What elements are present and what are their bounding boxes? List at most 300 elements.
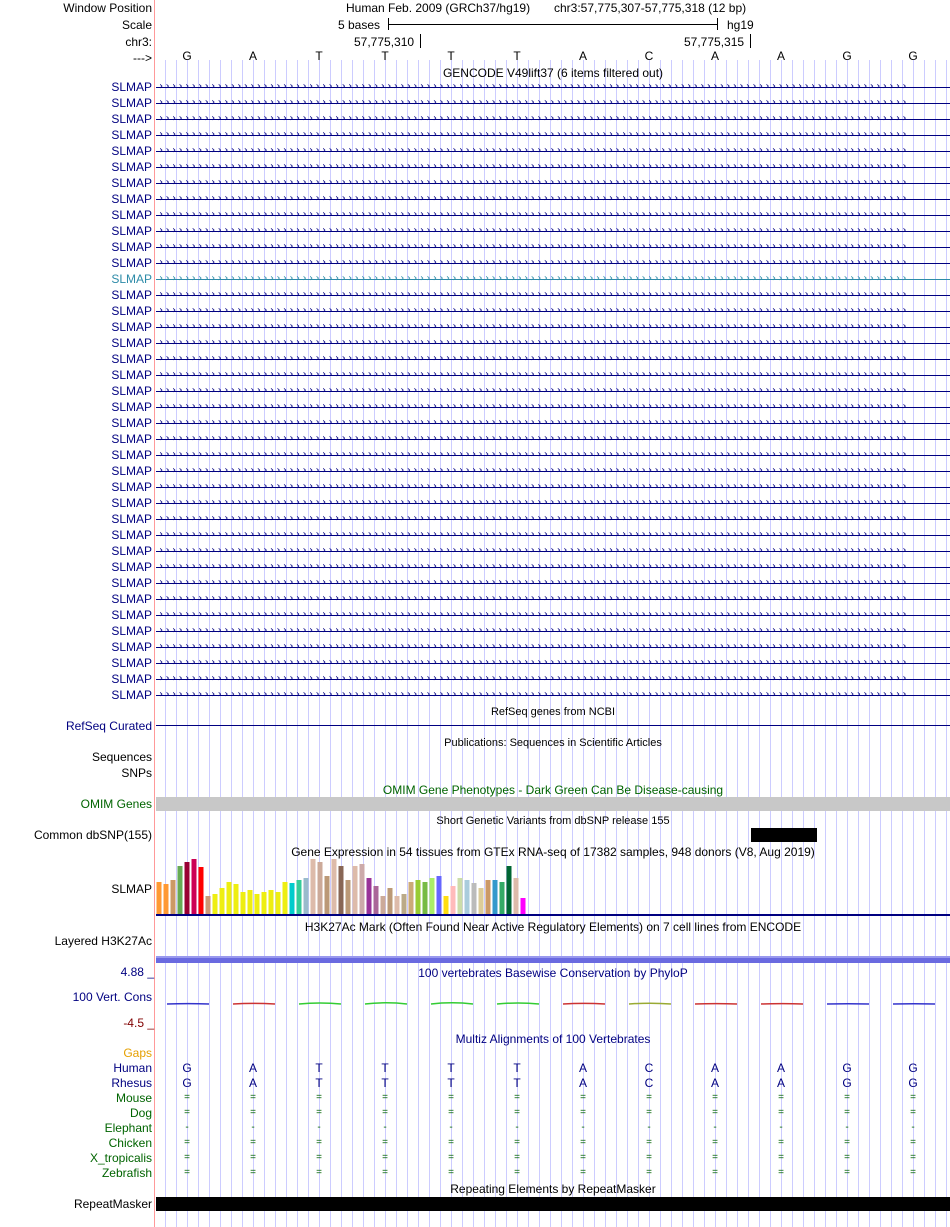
gencode-transcript[interactable] bbox=[156, 368, 950, 384]
multiz-base: = bbox=[514, 1092, 520, 1103]
gtex-tissue-bar[interactable] bbox=[311, 859, 316, 914]
gencode-gene-label[interactable]: SLMAP bbox=[111, 96, 152, 110]
position-tick-2: 57,775,315 bbox=[684, 35, 745, 49]
gencode-transcript[interactable] bbox=[156, 144, 950, 160]
strand-chevrons: ››››››››››››››››››››››››››››››››››››››››››››››››››››››››››››››››››››››››››››››››››››››››››››››››››››››››››››››››››› bbox=[158, 209, 908, 220]
multiz-base: G bbox=[908, 1061, 918, 1075]
gencode-gene-label[interactable]: SLMAP bbox=[111, 288, 152, 302]
multiz-base: - bbox=[779, 1122, 783, 1133]
gencode-transcript[interactable] bbox=[156, 656, 950, 672]
gencode-transcript[interactable] bbox=[156, 272, 950, 288]
gtex-tissue-bar[interactable] bbox=[437, 876, 442, 914]
gtex-tissue-bar[interactable] bbox=[248, 890, 253, 914]
gtex-track-title[interactable]: Gene Expression in 54 tissues from GTEx RNA-seq of 17382 samples, 948 donors (V8, Aug 2019) bbox=[291, 845, 815, 859]
gencode-transcript[interactable] bbox=[156, 640, 950, 656]
strand-chevrons: ››››››››››››››››››››››››››››››››››››››››››››››››››››››››››››››››››››››››››››››››››››››››››››››››››››››››››››››››››› bbox=[158, 417, 908, 428]
strand-chevrons: ››››››››››››››››››››››››››››››››››››››››››››››››››››››››››››››››››››››››››››››››››››››››››››››››››››››››››››››››››› bbox=[158, 449, 908, 460]
dbsnp-label[interactable]: Common dbSNP(155) bbox=[33, 828, 152, 842]
strand-chevrons: ››››››››››››››››››››››››››››››››››››››››››››››››››››››››››››››››››››››››››››››››››››››››››››››››››››››››››››››››››› bbox=[158, 481, 908, 492]
gencode-gene-label[interactable]: SLMAP bbox=[111, 608, 152, 622]
multiz-base: A bbox=[776, 1076, 785, 1090]
scale-label: Scale bbox=[121, 18, 152, 32]
gtex-tissue-bar[interactable] bbox=[325, 876, 330, 914]
strand-chevrons: ››››››››››››››››››››››››››››››››››››››››››››››››››››››››››››››››››››››››››››››››››››››››››››››››››››››››››››››››››› bbox=[158, 673, 908, 684]
gencode-gene-label[interactable]: SLMAP bbox=[111, 560, 152, 574]
gtex-tissue-bar[interactable] bbox=[514, 878, 519, 914]
base-letter: A bbox=[578, 49, 587, 63]
strand-chevrons: ››››››››››››››››››››››››››››››››››››››››››››››››››››››››››››››››››››››››››››››››››››››››››››››››››››››››››››››››››› bbox=[158, 497, 908, 508]
multiz-species-label[interactable]: Zebrafish bbox=[101, 1166, 152, 1180]
gencode-transcript[interactable] bbox=[156, 608, 950, 624]
multiz-base: A bbox=[248, 1061, 257, 1075]
gencode-gene-label[interactable]: SLMAP bbox=[111, 448, 152, 462]
scale-bar bbox=[388, 18, 718, 30]
multiz-species-label[interactable]: Chicken bbox=[108, 1136, 152, 1150]
gtex-tissue-bar[interactable] bbox=[451, 886, 456, 914]
multiz-base: = bbox=[316, 1167, 322, 1178]
gencode-transcript[interactable] bbox=[156, 624, 950, 640]
gencode-gene-label[interactable]: SLMAP bbox=[111, 112, 152, 126]
multiz-base: = bbox=[184, 1137, 190, 1148]
gencode-transcript[interactable] bbox=[156, 320, 950, 336]
multiz-base: = bbox=[844, 1092, 850, 1103]
strand-chevrons: ››››››››››››››››››››››››››››››››››››››››››››››››››››››››››››››››››››››››››››››››››››››››››››››››››››››››››››››››››› bbox=[158, 641, 908, 652]
gencode-transcript[interactable] bbox=[156, 288, 950, 304]
gtex-tissue-bar[interactable] bbox=[227, 882, 232, 914]
gtex-tissue-bar[interactable] bbox=[262, 892, 267, 914]
multiz-base: = bbox=[250, 1167, 256, 1178]
gtex-tissue-bar[interactable] bbox=[402, 894, 407, 914]
gencode-transcript[interactable] bbox=[156, 544, 950, 560]
cons-score-mark bbox=[299, 1003, 341, 1004]
cons-score-mark bbox=[233, 1003, 275, 1004]
strand-chevrons: ››››››››››››››››››››››››››››››››››››››››››››››››››››››››››››››››››››››››››››››››››››››››››››››››››››››››››››››››››› bbox=[158, 529, 908, 540]
gtex-tissue-bar[interactable] bbox=[423, 882, 428, 914]
multiz-species-label[interactable]: Human bbox=[113, 1061, 152, 1075]
multiz-base: = bbox=[910, 1167, 916, 1178]
multiz-base: = bbox=[250, 1152, 256, 1163]
multiz-base: = bbox=[910, 1092, 916, 1103]
gencode-gene-label[interactable]: SLMAP bbox=[111, 336, 152, 350]
multiz-base: = bbox=[910, 1107, 916, 1118]
strand-chevrons: ››››››››››››››››››››››››››››››››››››››››››››››››››››››››››››››››››››››››››››››››››››››››››››››››››››››››››››››››››› bbox=[158, 433, 908, 444]
assembly-title: Human Feb. 2009 (GRCh37/hg19) bbox=[346, 1, 531, 15]
gencode-transcript[interactable] bbox=[156, 480, 950, 496]
strand-chevrons: ››››››››››››››››››››››››››››››››››››››››››››››››››››››››››››››››››››››››››››››››››››››››››››››››››››››››››››››››››› bbox=[158, 353, 908, 364]
base-letter: T bbox=[315, 49, 323, 63]
multiz-base: = bbox=[844, 1137, 850, 1148]
gtex-tissue-bar[interactable] bbox=[171, 880, 176, 914]
strand-chevrons: ››››››››››››››››››››››››››››››››››››››››››››››››››››››››››››››››››››››››››››››››››››››››››››››››››››››››››››››››››› bbox=[158, 289, 908, 300]
multiz-base: = bbox=[514, 1152, 520, 1163]
gtex-tissue-bar[interactable] bbox=[283, 882, 288, 914]
pubs-track-title[interactable]: Publications: Sequences in Scientific Articles bbox=[444, 737, 662, 749]
rmsk-label[interactable]: RepeatMasker bbox=[73, 1197, 152, 1211]
multiz-base: C bbox=[644, 1076, 654, 1090]
gtex-tissue-bar[interactable] bbox=[367, 878, 372, 914]
cons-score-mark bbox=[629, 1003, 671, 1004]
multiz-base: = bbox=[382, 1092, 388, 1103]
gencode-transcript[interactable] bbox=[156, 256, 950, 272]
multiz-base: = bbox=[448, 1152, 454, 1163]
gtex-tissue-bar[interactable] bbox=[199, 867, 204, 914]
cons-label[interactable]: 100 Vert. Cons bbox=[72, 990, 152, 1004]
multiz-base: = bbox=[382, 1152, 388, 1163]
strand-chevrons: ››››››››››››››››››››››››››››››››››››››››››››››››››››››››››››››››››››››››››››››››››››››››››››››››››››››››››››››››››› bbox=[158, 113, 908, 124]
multiz-base: - bbox=[713, 1122, 717, 1133]
gencode-transcript[interactable] bbox=[156, 416, 950, 432]
multiz-base: = bbox=[778, 1167, 784, 1178]
strand-chevrons: ››››››››››››››››››››››››››››››››››››››››››››››››››››››››››››››››››››››››››››››››››››››››››››››››››››››››››››››››››› bbox=[158, 625, 908, 636]
cons-score-mark bbox=[365, 1003, 407, 1004]
multiz-base: A bbox=[248, 1076, 257, 1090]
multiz-base: = bbox=[778, 1092, 784, 1103]
gencode-transcript[interactable] bbox=[156, 576, 950, 592]
chrom-label: chr3: bbox=[125, 35, 152, 49]
gtex-tissue-bar[interactable] bbox=[346, 880, 351, 914]
gtex-tissue-bar[interactable] bbox=[269, 890, 274, 914]
multiz-base: = bbox=[514, 1167, 520, 1178]
multiz-base: = bbox=[448, 1137, 454, 1148]
pubs-label-sequences[interactable]: Sequences bbox=[91, 750, 152, 764]
multiz-base: T bbox=[315, 1076, 323, 1090]
multiz-base: - bbox=[911, 1122, 915, 1133]
multiz-base: = bbox=[778, 1137, 784, 1148]
multiz-base: = bbox=[184, 1167, 190, 1178]
multiz-base: T bbox=[381, 1061, 389, 1075]
gencode-transcript[interactable] bbox=[156, 384, 950, 400]
gencode-gene-label[interactable]: SLMAP bbox=[111, 80, 152, 94]
multiz-base: - bbox=[317, 1122, 321, 1133]
gtex-tissue-bar[interactable] bbox=[500, 882, 505, 914]
gencode-transcript[interactable] bbox=[156, 112, 950, 128]
gencode-gene-label[interactable]: SLMAP bbox=[111, 176, 152, 190]
gtex-tissue-bar[interactable] bbox=[318, 862, 323, 914]
gtex-tissue-bar[interactable] bbox=[507, 866, 512, 914]
gtex-tissue-bar[interactable] bbox=[458, 878, 463, 914]
multiz-base: = bbox=[844, 1167, 850, 1178]
gtex-tissue-bar[interactable] bbox=[444, 896, 449, 914]
tick-mark-2 bbox=[750, 34, 751, 48]
h3k27ac-track-title[interactable]: H3K27Ac Mark (Often Found Near Active Regulatory Elements) on 7 cell lines from ENCODE bbox=[304, 920, 802, 934]
h3k27ac-signal-light bbox=[156, 956, 950, 958]
dbsnp-track-title[interactable]: Short Genetic Variants from dbSNP release 155 bbox=[436, 815, 670, 827]
gtex-tissue-bar[interactable] bbox=[381, 896, 386, 914]
gencode-transcript[interactable] bbox=[156, 176, 950, 192]
gencode-transcript[interactable] bbox=[156, 96, 950, 112]
multiz-base: G bbox=[842, 1061, 852, 1075]
gencode-gene-label[interactable]: SLMAP bbox=[111, 512, 152, 526]
multiz-base: = bbox=[646, 1167, 652, 1178]
multiz-base: = bbox=[448, 1107, 454, 1118]
gtex-tissue-bar[interactable] bbox=[416, 880, 421, 914]
base-letter: A bbox=[248, 49, 257, 63]
multiz-base: = bbox=[316, 1137, 322, 1148]
base-letter: T bbox=[447, 49, 455, 63]
cons-wiggle[interactable] bbox=[156, 990, 950, 1020]
gencode-transcript[interactable] bbox=[156, 128, 950, 144]
multiz-base: = bbox=[184, 1152, 190, 1163]
multiz-base: = bbox=[250, 1107, 256, 1118]
gtex-tissue-bar[interactable] bbox=[465, 880, 470, 914]
gencode-transcript[interactable] bbox=[156, 304, 950, 320]
gencode-gene-label[interactable]: SLMAP bbox=[111, 320, 152, 334]
gtex-baseline bbox=[156, 914, 950, 916]
multiz-base: = bbox=[844, 1107, 850, 1118]
gencode-gene-label[interactable]: SLMAP bbox=[111, 576, 152, 590]
strand-chevrons: ››››››››››››››››››››››››››››››››››››››››››››››››››››››››››››››››››››››››››››››››››››››››››››››››››››››››››››››››››› bbox=[158, 257, 908, 268]
gtex-tissue-bar[interactable] bbox=[479, 888, 484, 914]
gtex-tissue-bar[interactable] bbox=[374, 886, 379, 914]
strand-chevrons: ››››››››››››››››››››››››››››››››››››››››››››››››››››››››››››››››››››››››››››››››››››››››››››››››››››››››››››››››››› bbox=[158, 305, 908, 316]
multiz-species-label[interactable]: Rhesus bbox=[111, 1076, 152, 1090]
gencode-gene-label[interactable]: SLMAP bbox=[111, 640, 152, 654]
gtex-tissue-bar[interactable] bbox=[220, 888, 225, 914]
gtex-bar-chart[interactable] bbox=[156, 858, 556, 916]
multiz-base: - bbox=[845, 1122, 849, 1133]
multiz-base: = bbox=[712, 1137, 718, 1148]
strand-chevrons: ››››››››››››››››››››››››››››››››››››››››››››››››››››››››››››››››››››››››››››››››››››››››››››››››››››››››››››››››››› bbox=[158, 689, 908, 700]
gtex-tissue-bar[interactable] bbox=[192, 859, 197, 914]
multiz-base: = bbox=[316, 1152, 322, 1163]
position-title[interactable]: chr3:57,775,307-57,775,318 (12 bp) bbox=[554, 1, 747, 15]
gencode-gene-label[interactable]: SLMAP bbox=[111, 208, 152, 222]
gtex-tissue-bar[interactable] bbox=[360, 864, 365, 914]
gencode-transcript[interactable] bbox=[156, 528, 950, 544]
gencode-gene-label[interactable]: SLMAP bbox=[111, 624, 152, 638]
tick-mark-1 bbox=[420, 34, 421, 48]
multiz-track-title[interactable]: Multiz Alignments of 100 Vertebrates bbox=[455, 1032, 651, 1046]
multiz-base: A bbox=[710, 1076, 719, 1090]
gtex-tissue-bar[interactable] bbox=[493, 880, 498, 914]
refseq-track-title[interactable]: RefSeq genes from NCBI bbox=[490, 706, 616, 718]
multiz-base: = bbox=[712, 1152, 718, 1163]
gtex-tissue-bar[interactable] bbox=[409, 882, 414, 914]
gencode-gene-label[interactable]: SLMAP bbox=[111, 368, 152, 382]
multiz-base: T bbox=[447, 1061, 455, 1075]
multiz-base: = bbox=[910, 1137, 916, 1148]
base-letter: C bbox=[644, 49, 654, 63]
gencode-gene-label[interactable]: SLMAP bbox=[111, 528, 152, 542]
gtex-tissue-bar[interactable] bbox=[486, 880, 491, 914]
multiz-base: T bbox=[513, 1061, 521, 1075]
gencode-gene-label[interactable]: SLMAP bbox=[111, 192, 152, 206]
strand-chevrons: ››››››››››››››››››››››››››››››››››››››››››››››››››››››››››››››››››››››››››››››››››››››››››››››››››››››››››››››››››› bbox=[158, 369, 908, 380]
multiz-gaps-label: Gaps bbox=[123, 1046, 152, 1060]
omim-track-title[interactable]: OMIM Gene Phenotypes - Dark Green Can Be Disease-causing bbox=[382, 783, 724, 797]
base-letter: A bbox=[710, 49, 719, 63]
multiz-base: = bbox=[778, 1107, 784, 1118]
strand-chevrons: ››››››››››››››››››››››››››››››››››››››››››››››››››››››››››››››››››››››››››››››››››››››››››››››››››››››››››››››››››› bbox=[158, 97, 908, 108]
gencode-transcript[interactable] bbox=[156, 432, 950, 448]
gtex-tissue-bar[interactable] bbox=[241, 892, 246, 914]
multiz-species-label[interactable]: Mouse bbox=[115, 1091, 152, 1105]
gtex-tissue-bar[interactable] bbox=[290, 883, 295, 914]
gencode-transcript[interactable] bbox=[156, 240, 950, 256]
cons-min-label: -4.5 _ bbox=[123, 1016, 154, 1030]
strand-chevrons: ››››››››››››››››››››››››››››››››››››››››››››››››››››››››››››››››››››››››››››››››››››››››››››››››››››››››››››››››››› bbox=[158, 321, 908, 332]
multiz-species-label[interactable]: Dog bbox=[129, 1106, 152, 1120]
gtex-tissue-bar[interactable] bbox=[276, 892, 281, 914]
gencode-transcript[interactable] bbox=[156, 208, 950, 224]
rmsk-feature[interactable] bbox=[156, 1197, 950, 1211]
gencode-gene-label[interactable]: SLMAP bbox=[111, 544, 152, 558]
gencode-gene-label[interactable]: SLMAP bbox=[111, 688, 152, 702]
gencode-gene-label[interactable]: SLMAP bbox=[111, 304, 152, 318]
base-letter: G bbox=[182, 49, 192, 63]
h3k27ac-label[interactable]: Layered H3K27Ac bbox=[54, 934, 152, 948]
multiz-base: T bbox=[315, 1061, 323, 1075]
multiz-base: = bbox=[646, 1137, 652, 1148]
multiz-base: G bbox=[842, 1076, 852, 1090]
gtex-tissue-bar[interactable] bbox=[178, 866, 183, 914]
multiz-base: = bbox=[910, 1152, 916, 1163]
gencode-gene-label[interactable]: SLMAP bbox=[111, 384, 152, 398]
gtex-tissue-bar[interactable] bbox=[430, 878, 435, 914]
gencode-transcript[interactable] bbox=[156, 592, 950, 608]
cons-track-title[interactable]: 100 vertebrates Basewise Conservation by PhyloP bbox=[418, 966, 688, 980]
gtex-tissue-bar[interactable] bbox=[353, 866, 358, 914]
gtex-tissue-bar[interactable] bbox=[297, 880, 302, 914]
strand-chevrons: ››››››››››››››››››››››››››››››››››››››››››››››››››››››››››››››››››››››››››››››››››››››››››››››››››››››››››››››››››› bbox=[158, 193, 908, 204]
gencode-gene-label[interactable]: SLMAP bbox=[111, 128, 152, 142]
multiz-base: - bbox=[581, 1122, 585, 1133]
gencode-gene-label[interactable]: SLMAP bbox=[111, 496, 152, 510]
cons-score-mark bbox=[431, 1003, 473, 1004]
cons-score-mark bbox=[497, 1003, 539, 1004]
multiz-base: = bbox=[514, 1137, 520, 1148]
multiz-base: = bbox=[580, 1092, 586, 1103]
strand-chevrons: ››››››››››››››››››››››››››››››››››››››››››››››››››››››››››››››››››››››››››››››››››››››››››››››››››››››››››››››››››› bbox=[158, 465, 908, 476]
gencode-transcript[interactable] bbox=[156, 224, 950, 240]
multiz-base: = bbox=[580, 1107, 586, 1118]
multiz-base: = bbox=[712, 1167, 718, 1178]
gtex-tissue-bar[interactable] bbox=[157, 882, 162, 914]
gencode-gene-label[interactable]: SLMAP bbox=[111, 480, 152, 494]
gencode-transcript[interactable] bbox=[156, 448, 950, 464]
multiz-base: = bbox=[250, 1092, 256, 1103]
gencode-gene-label[interactable]: SLMAP bbox=[111, 240, 152, 254]
multiz-base: = bbox=[580, 1152, 586, 1163]
multiz-species-label[interactable]: Elephant bbox=[104, 1121, 152, 1135]
gencode-gene-label[interactable]: SLMAP bbox=[111, 400, 152, 414]
gtex-label[interactable]: SLMAP bbox=[111, 882, 152, 896]
strand-chevrons: ››››››››››››››››››››››››››››››››››››››››››››››››››››››››››››››››››››››››››››››››››››››››››››››››››››››››››››››››››› bbox=[158, 145, 908, 156]
gencode-transcript[interactable] bbox=[156, 512, 950, 528]
gtex-tissue-bar[interactable] bbox=[332, 859, 337, 914]
gencode-gene-label[interactable]: SLMAP bbox=[111, 656, 152, 670]
multiz-base: G bbox=[908, 1076, 918, 1090]
gtex-tissue-bar[interactable] bbox=[521, 898, 526, 914]
gencode-transcript[interactable] bbox=[156, 80, 950, 96]
gencode-track-title[interactable]: GENCODE V49lift37 (6 items filtered out) bbox=[442, 66, 664, 80]
multiz-base: = bbox=[712, 1092, 718, 1103]
pubs-label-snps[interactable]: SNPs bbox=[121, 766, 152, 780]
gtex-tissue-bar[interactable] bbox=[395, 896, 400, 914]
multiz-base: = bbox=[646, 1092, 652, 1103]
strand-chevrons: ››››››››››››››››››››››››››››››››››››››››››››››››››››››››››››››››››››››››››››››››››››››››››››››››››››››››››››››››››› bbox=[158, 129, 908, 140]
gencode-transcript[interactable] bbox=[156, 160, 950, 176]
cons-score-mark bbox=[563, 1003, 605, 1004]
multiz-base: = bbox=[184, 1107, 190, 1118]
gtex-tissue-bar[interactable] bbox=[304, 878, 309, 914]
base-letter: G bbox=[842, 49, 852, 63]
gtex-tissue-bar[interactable] bbox=[234, 884, 239, 914]
strand-chevrons: ››››››››››››››››››››››››››››››››››››››››››››››››››››››››››››››››››››››››››››››››››››››››››››››››››››››››››››››››››› bbox=[158, 81, 908, 92]
gencode-transcript[interactable] bbox=[156, 688, 950, 704]
multiz-base: - bbox=[185, 1122, 189, 1133]
gencode-gene-label[interactable]: SLMAP bbox=[111, 160, 152, 174]
gtex-tissue-bar[interactable] bbox=[185, 862, 190, 914]
rmsk-track-title[interactable]: Repeating Elements by RepeatMasker bbox=[450, 1182, 656, 1196]
multiz-base: = bbox=[580, 1167, 586, 1178]
multiz-base: = bbox=[778, 1152, 784, 1163]
gencode-gene-label[interactable]: SLMAP bbox=[111, 432, 152, 446]
position-tick-1: 57,775,310 bbox=[354, 35, 415, 49]
gtex-tissue-bar[interactable] bbox=[388, 888, 393, 914]
gencode-gene-label[interactable]: SLMAP bbox=[111, 272, 152, 286]
multiz-base: - bbox=[647, 1122, 651, 1133]
gencode-gene-label[interactable]: SLMAP bbox=[111, 464, 152, 478]
gtex-tissue-bar[interactable] bbox=[472, 883, 477, 914]
gencode-transcript[interactable] bbox=[156, 192, 950, 208]
strand-chevrons: ››››››››››››››››››››››››››››››››››››››››››››››››››››››››››››››››››››››››››››››››››››››››››››››››››››››››››››››››››› bbox=[158, 225, 908, 236]
gencode-transcript[interactable] bbox=[156, 352, 950, 368]
gencode-transcript[interactable] bbox=[156, 672, 950, 688]
gencode-gene-label[interactable]: SLMAP bbox=[111, 224, 152, 238]
gencode-gene-label[interactable]: SLMAP bbox=[111, 416, 152, 430]
strand-chevrons: ››››››››››››››››››››››››››››››››››››››››››››››››››››››››››››››››››››››››››››››››››››››››››››››››››››››››››››››››››› bbox=[158, 577, 908, 588]
gencode-transcript[interactable] bbox=[156, 560, 950, 576]
gencode-gene-label[interactable]: SLMAP bbox=[111, 672, 152, 686]
strand-chevrons: ››››››››››››››››››››››››››››››››››››››››››››››››››››››››››››››››››››››››››››››››››››››››››››››››››››››››››››››››››› bbox=[158, 513, 908, 524]
gencode-gene-label[interactable]: SLMAP bbox=[111, 352, 152, 366]
gencode-transcript[interactable] bbox=[156, 464, 950, 480]
multiz-base: A bbox=[578, 1061, 587, 1075]
gtex-tissue-bar[interactable] bbox=[339, 866, 344, 914]
gencode-transcript[interactable] bbox=[156, 336, 950, 352]
strand-chevrons: ››››››››››››››››››››››››››››››››››››››››››››››››››››››››››››››››››››››››››››››››››››››››››››››››››››››››››››››››››› bbox=[158, 561, 908, 572]
db-label: hg19 bbox=[727, 18, 754, 32]
refseq-label[interactable]: RefSeq Curated bbox=[65, 719, 152, 733]
strand-chevrons: ››››››››››››››››››››››››››››››››››››››››››››››››››››››››››››››››››››››››››››››››››››››››››››››››››››››››››››››››››› bbox=[158, 241, 908, 252]
dbsnp-variant[interactable] bbox=[751, 828, 817, 842]
multiz-base: T bbox=[513, 1076, 521, 1090]
gencode-gene-label[interactable]: SLMAP bbox=[111, 592, 152, 606]
multiz-species-label[interactable]: X_tropicalis bbox=[89, 1151, 152, 1165]
multiz-base: = bbox=[382, 1167, 388, 1178]
gencode-transcript[interactable] bbox=[156, 496, 950, 512]
gtex-tissue-bar[interactable] bbox=[164, 884, 169, 914]
multiz-base: = bbox=[316, 1107, 322, 1118]
multiz-base: A bbox=[710, 1061, 719, 1075]
gencode-gene-label[interactable]: SLMAP bbox=[111, 256, 152, 270]
window-position-label: Window Position bbox=[63, 1, 152, 15]
gencode-transcript[interactable] bbox=[156, 400, 950, 416]
multiz-base: = bbox=[382, 1137, 388, 1148]
gencode-gene-label[interactable]: SLMAP bbox=[111, 144, 152, 158]
gtex-tissue-bar[interactable] bbox=[206, 896, 211, 914]
omim-feature[interactable] bbox=[156, 797, 950, 811]
cons-max-label: 4.88 _ bbox=[120, 965, 154, 979]
multiz-base: - bbox=[449, 1122, 453, 1133]
omim-label[interactable]: OMIM Genes bbox=[80, 797, 152, 811]
gtex-tissue-bar[interactable] bbox=[255, 894, 260, 914]
multiz-base: = bbox=[580, 1137, 586, 1148]
strand-chevrons: ››››››››››››››››››››››››››››››››››››››››››››››››››››››››››››››››››››››››››››››››››››››››››››››››››››››››››››››››››› bbox=[158, 161, 908, 172]
gtex-tissue-bar[interactable] bbox=[213, 894, 218, 914]
strand-chevrons: ››››››››››››››››››››››››››››››››››››››››››››››››››››››››››››››››››››››››››››››››››››››››››››››››››››››››››››››››››› bbox=[158, 545, 908, 556]
